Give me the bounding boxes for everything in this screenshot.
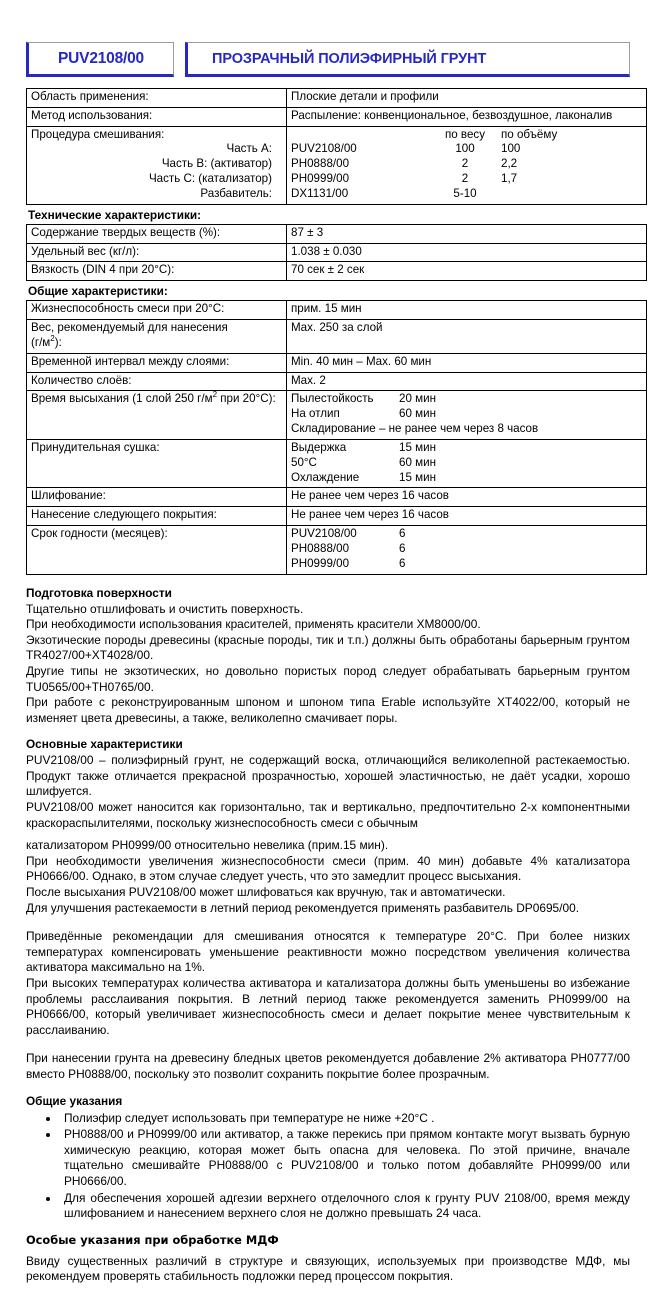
forced-cooling-value: 15 мин	[399, 470, 436, 484]
general-heading: Общие характеристики:	[28, 284, 168, 299]
forced-drying-value	[287, 439, 647, 487]
forced-row	[291, 471, 642, 486]
sanding-label: Шлифование:	[27, 488, 287, 507]
density-value: 1.038 ± 0.030	[287, 243, 647, 262]
forced-flash-label: Выдержка	[291, 440, 347, 454]
mixing-label-thinner: Разбавитель:	[200, 186, 272, 200]
interval-label: Временной интервал между слоями:	[27, 353, 287, 372]
list-item: • Полиэфир следует использовать при температуре не ниже +20°C .	[60, 1111, 630, 1127]
table-row	[27, 301, 647, 320]
table-row	[27, 488, 647, 507]
mixing-weight-a: 100	[455, 142, 475, 156]
mixing-right-column	[287, 126, 647, 204]
drying-row	[291, 392, 642, 407]
shelf-months-2: 6	[399, 541, 406, 555]
product-code: PUV2108/00	[58, 49, 144, 67]
drying-label: Время высыхания (1 слой 250 $г/м^2$ при 20°C):	[27, 391, 287, 439]
shelf-product-3: PH0999/00	[291, 556, 350, 570]
document-header	[26, 42, 630, 77]
forced-cooling-label: Охлаждение	[291, 470, 360, 484]
mixing-weight-b: 2	[461, 157, 469, 171]
pot-life-label: Жизнеспособность смеси при 20°C:	[27, 301, 287, 320]
general-notes-heading: Общие указания	[26, 1093, 123, 1108]
mixing-left-column	[27, 126, 287, 204]
technical-table	[26, 224, 647, 281]
shelf-product-1: PUV2108/00	[291, 527, 357, 541]
table-row	[27, 107, 647, 126]
coat-weight-label-line2: $(г/м^2)$:	[31, 334, 62, 349]
shelf-months-3: 6	[399, 556, 406, 570]
col-header-weight: по весу	[444, 127, 486, 141]
table-row	[27, 89, 647, 108]
shelf-life-label: Срок годности (месяцев):	[27, 526, 287, 574]
table-row	[27, 320, 647, 354]
mixing-product-b: PH0888/00	[291, 157, 350, 171]
shelf-row	[291, 527, 642, 542]
mixing-data-row	[291, 142, 642, 157]
topcoat-value: Не ранее чем через 16 часов	[287, 507, 647, 526]
superscript-two: 2	[50, 334, 55, 344]
viscosity-label: Вязкость (DIN 4 при 20°C):	[27, 262, 287, 281]
mixing-data-row	[291, 172, 642, 187]
surface-prep-p2: При необходимости использования красителей, применять красители XM8000/00.	[26, 617, 481, 632]
mixing-header-spacer	[291, 128, 429, 143]
solids-value: 87 ± 3	[287, 224, 647, 243]
mixing-product-a: PUV2108/00	[291, 142, 357, 156]
col-header-volume: по объёму	[501, 127, 558, 141]
forced-temp-value: 60 мин	[399, 455, 436, 469]
coat-weight-label-line1: Вес, рекомендуемый для нанесения	[31, 321, 228, 335]
drying-value	[287, 391, 647, 439]
shelf-row	[291, 557, 642, 572]
drying-touch-value: 60 мин	[399, 407, 436, 421]
mixing-volume-c: 1,7	[501, 172, 518, 186]
shelf-life-value	[287, 526, 647, 574]
surface-prep-p4: Другие типы не экзотических, но довольно пористых пород следует обрабатывать барьерным грунтом TU0565/00+TH0765/00.	[26, 663, 630, 694]
coat-weight-label	[27, 320, 287, 354]
mixing-row	[27, 126, 647, 204]
main-char-p8: При высоких температурах количества активатора и катализатора должны быть уменьшены во избежание проблемы расслаивания покрытия. В летний период также рекомендуется заменить PH0999/00 на PH0666/00, который увеличивает жизнеспособность смеси и делает покрытие менее чувствительным к расслаиванию.	[26, 976, 630, 1037]
main-char-p3: катализатором PH0999/00 относительно невелика (прим.15 мин).	[26, 838, 389, 853]
application-label: Область применения:	[27, 89, 287, 108]
mixing-weight-thinner: 5-10	[453, 186, 477, 200]
forced-row	[291, 441, 642, 456]
forced-flash-value: 15 мин	[399, 440, 436, 454]
surface-prep-p5: При работе с реконструированным шпоном и шпоном типа Erable используйте XT4022/00, который не изменяет цвета древесины, а также, великолепно смачивает поры.	[26, 695, 630, 725]
mixing-data-row	[291, 157, 642, 172]
layers-value: Max. 2	[287, 372, 647, 391]
general-table	[26, 300, 647, 574]
general-notes-list	[26, 1111, 630, 1222]
solids-label: Содержание твердых веществ (%):	[27, 224, 287, 243]
surface-prep-p3: Экзотические породы древесины (красные породы, тик и т.п.) должны быть обработаны барьерным грунтом TR4027/00+XT4028/00.	[26, 632, 630, 663]
drying-dust-label: Пылестойкость	[291, 392, 374, 406]
layers-label: Количество слоёв:	[27, 372, 287, 391]
table-row	[27, 262, 647, 281]
mixing-header-row	[291, 128, 642, 143]
product-code-box	[26, 42, 174, 77]
main-char-p2: PUV2108/00 может наносится как горизонтально, так и вертикально, предпочтительно 2-х компонентными краскораспылителями, поскольку жизнеспособность смеси с обычным	[26, 800, 630, 830]
drying-storage-note: Складирование – не ранее чем через 8 часов	[291, 422, 539, 436]
table-row	[27, 439, 647, 487]
table-row	[27, 526, 647, 574]
shelf-months-1: 6	[399, 527, 406, 541]
mixing-volume-a: 100	[501, 142, 521, 156]
page-title: ПРОЗРАЧНЫЙ ПОЛИЭФИРНЫЙ ГРУНТ	[212, 50, 487, 67]
topcoat-label: Нанесение следующего покрытия:	[27, 507, 287, 526]
drying-row	[291, 407, 642, 422]
drying-touch-label: На отлип	[291, 407, 340, 421]
mdf-notes-paragraph: Ввиду существенных различий в структуре и связующих, используемых при производстве МДФ, мы рекомендуем проверять стабильность подложки перед процессом покрытия.	[26, 1253, 630, 1284]
mdf-notes-heading: Особые указания при обработке МДФ	[26, 1232, 279, 1247]
surface-prep-p1: Тщательно отшлифовать и очистить поверхность.	[26, 601, 304, 616]
application-table-wrap	[26, 88, 630, 205]
table-row	[27, 391, 647, 439]
interval-value: Min. 40 мин – Max. 60 мин	[287, 353, 647, 372]
list-item: • PH0888/00 и PH0999/00 или активатор, а также перекись при прямом контакте могут вызвать бурную химическую реакцию, которая может быть опасна для человека. По этой причине, вначале тщательно смешивайте PH0888/00 с PUV2108/00 и только потом добавляйте PH0999/00 или PH0666/00.	[60, 1127, 630, 1189]
viscosity-value: 70 сек ± 2 сек	[287, 262, 647, 281]
method-label: Метод использования:	[27, 107, 287, 126]
main-char-p9: При нанесении грунта на древесину бледных цветов рекомендуется добавление 2% активатора PH0777/00 вместо PH0888/00, поскольку это позволит сохранить покрытие более прозрачным.	[26, 1051, 630, 1081]
pot-life-value: прим. 15 мин	[287, 301, 647, 320]
method-value: Распыление: конвенциональное, безвоздушное, лаконалив	[287, 107, 647, 126]
mixing-label-b: Часть B: (активатор)	[161, 157, 272, 171]
superscript-two: 2	[212, 390, 218, 400]
list-item: • Для обеспечения хорошей адгезии верхнего отделочного слоя к грунту PUV 2108/00, время между шлифованием и нанесением верхнего слоя не должно превышать 24 часа.	[60, 1191, 630, 1222]
product-title-box	[185, 42, 630, 77]
mixing-product-thinner: DX1131/00	[291, 186, 349, 200]
surface-prep-heading: Подготовка поверхности	[26, 585, 172, 600]
sanding-value: Не ранее чем через 16 часов	[287, 488, 647, 507]
main-characteristics-heading: Основные характеристики	[26, 737, 183, 752]
table-row	[27, 224, 647, 243]
mixing-product-c: PH0999/00	[291, 172, 350, 186]
application-value: Плоские детали и профили	[287, 89, 647, 108]
mixing-volume-b: 2,2	[501, 157, 518, 171]
shelf-product-2: PH0888/00	[291, 541, 350, 555]
table-row	[27, 372, 647, 391]
shelf-row	[291, 542, 642, 557]
main-char-p6: Для улучшения растекаемости в летний период рекомендуется применять разбавитель DP0695/00.	[26, 900, 580, 915]
application-table	[26, 88, 647, 205]
main-char-p4: При необходимости увеличения жизнеспособности смеси (прим. 40 мин) добавьте 4% катализатора PH0666/00. Однако, в этом случае следует учесть, что это замедлит процесс высыхания.	[26, 853, 630, 884]
table-row	[27, 353, 647, 372]
mixing-volume-thinner	[501, 187, 571, 202]
table-row	[27, 507, 647, 526]
coat-weight-value: Max. 250 за слой	[287, 320, 647, 354]
density-label: Удельный вес (кг/л):	[27, 243, 287, 262]
main-char-p1: PUV2108/00 – полиэфирный грунт, не содержащий воска, отличающийся великолепной растекаемостью. Продукт также отличается прекрасной прозрачностью, хорошей эластичностью, не даёт усадки, хорошо шлифуется.	[26, 753, 630, 799]
drying-dust-value: 20 мин	[399, 392, 436, 406]
technical-heading: Технические характеристики:	[28, 207, 202, 222]
mixing-weight-c: 2	[461, 172, 469, 186]
mixing-title: Процедура смешивания:	[31, 127, 165, 141]
main-char-p7: Приведённые рекомендации для смешивания относятся к температуре 20°C. При более низких температурах компенсировать уменьшение реактивности можно посредством увеличения количества активатора максимально на 1%.	[26, 929, 630, 975]
mixing-label-a: Часть A:	[226, 142, 272, 156]
forced-temp-label: 50°C	[291, 455, 317, 469]
forced-drying-label: Принудительная сушка:	[27, 439, 287, 487]
table-row	[27, 243, 647, 262]
mixing-label-c: Часть C: (катализатор)	[148, 172, 272, 186]
mixing-data-row	[291, 187, 642, 202]
main-char-p5: После высыхания PUV2108/00 может шлифоваться как вручную, так и автоматически.	[26, 885, 506, 900]
forced-row	[291, 456, 642, 471]
